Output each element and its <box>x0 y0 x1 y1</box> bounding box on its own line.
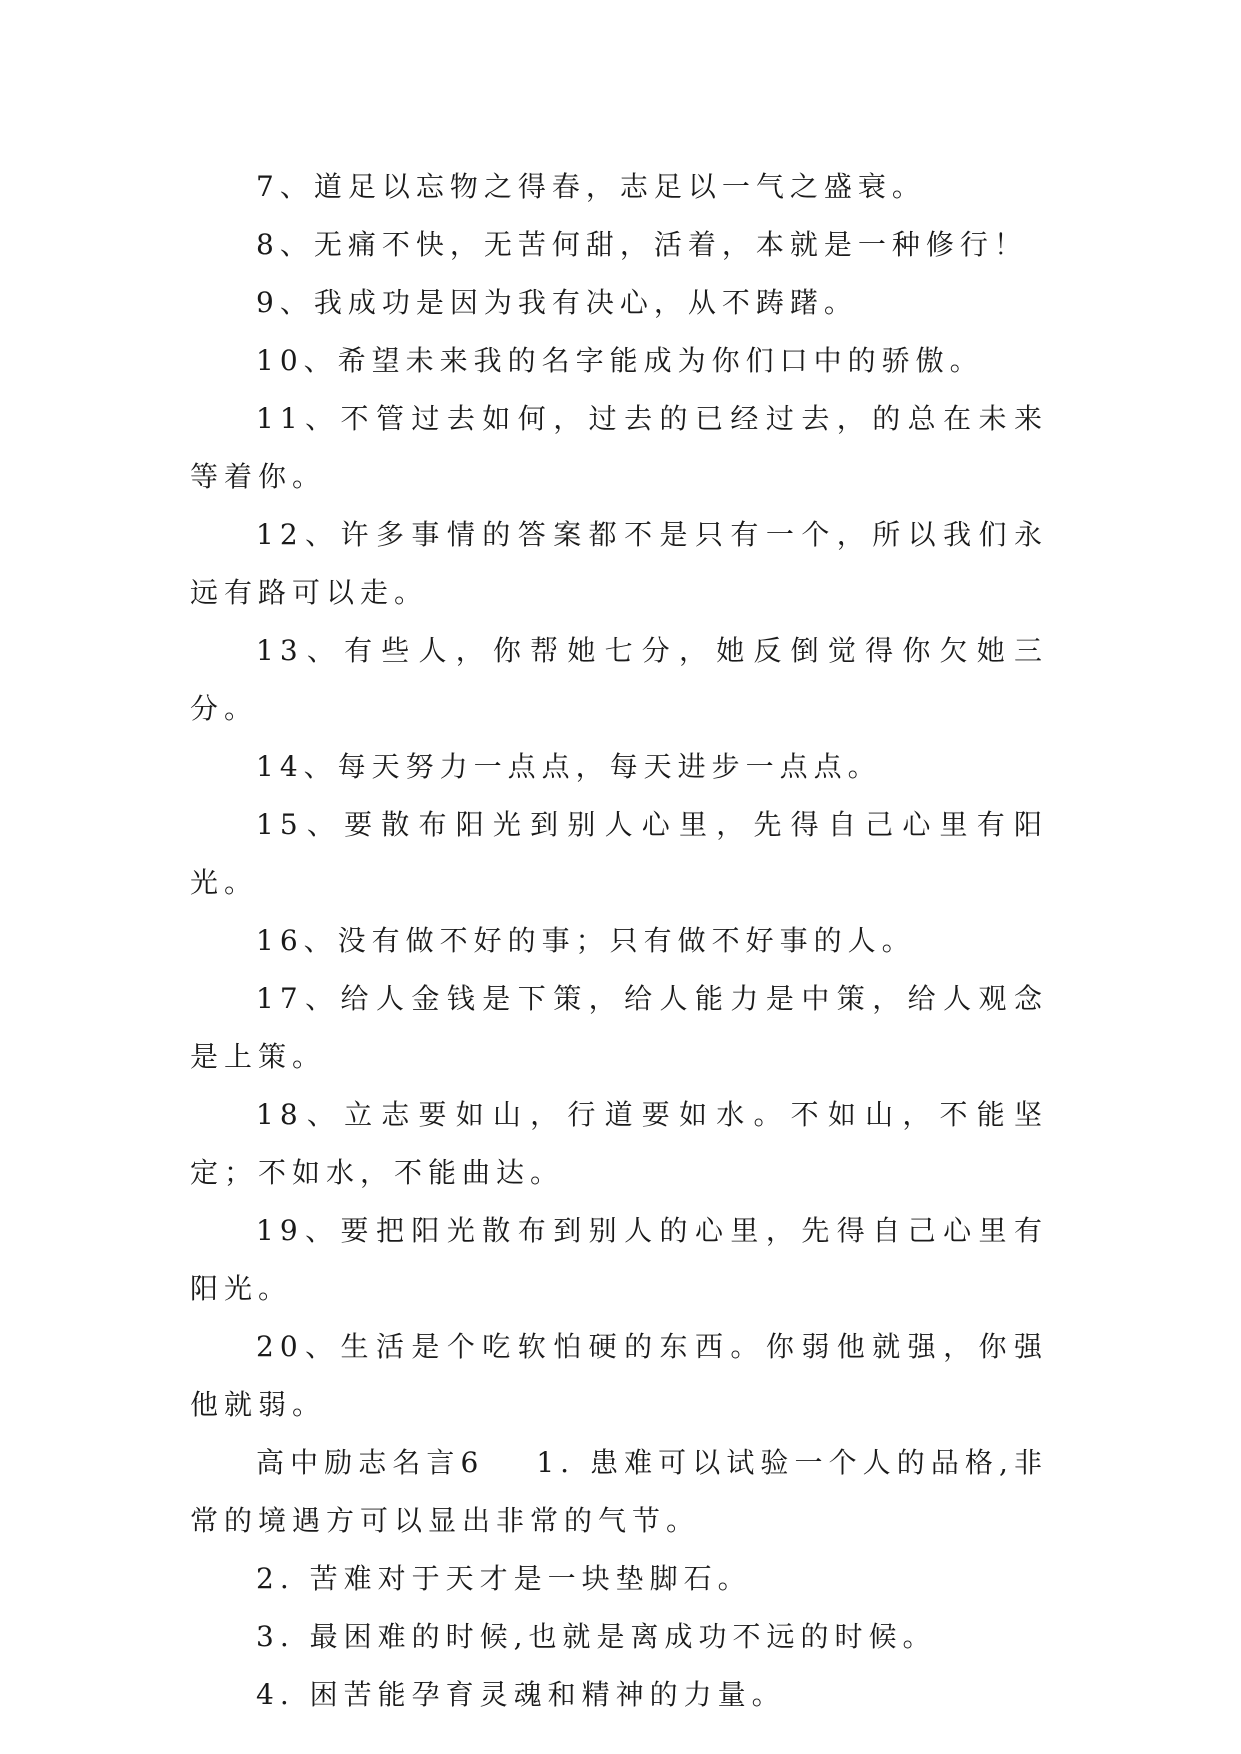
quote-paragraph: 10、希望未来我的名字能成为你们口中的骄傲。 <box>256 344 984 377</box>
quote-paragraph: 19、要把阳光散布到别人的心里，先得自己心里有阳光。 <box>190 1214 1048 1305</box>
quote-paragraph: 15、要散布阳光到别人心里，先得自己心里有阳光。 <box>190 808 1048 899</box>
quote-paragraph: 17、给人金钱是下策，给人能力是中策，给人观念是上策。 <box>190 982 1048 1073</box>
quote-paragraph: 9、我成功是因为我有决心，从不踌躇。 <box>256 286 858 319</box>
quote-paragraph: 13、有些人，你帮她七分，她反倒觉得你欠她三分。 <box>190 634 1048 725</box>
document-body <box>190 158 1048 1724</box>
section-paragraph <box>190 1434 1048 1550</box>
section-first-item: 1. 患难可以试验一个人的品格,非常的境遇方可以显出非常的气节。 <box>190 1446 1048 1537</box>
quote-paragraph: 12、许多事情的答案都不是只有一个，所以我们永远有路可以走。 <box>190 518 1048 609</box>
quote-paragraph: 11、不管过去如何，过去的已经过去，的总在未来等着你。 <box>190 402 1048 493</box>
quote-paragraph: 18、立志要如山，行道要如水。不如山，不能坚定；不如水，不能曲达。 <box>190 1098 1048 1189</box>
section-heading: 高中励志名言6 <box>256 1446 485 1479</box>
quote-paragraph: 7、道足以忘物之得春，志足以一气之盛衰。 <box>256 170 926 203</box>
list-item: 4. 困苦能孕育灵魂和精神的力量。 <box>256 1678 786 1711</box>
quote-paragraph: 14、每天努力一点点，每天进步一点点。 <box>256 750 882 783</box>
list-item: 3. 最困难的时候,也就是离成功不远的时候。 <box>256 1620 937 1653</box>
quote-paragraph: 20、生活是个吃软怕硬的东西。你弱他就强，你强他就弱。 <box>190 1330 1048 1421</box>
quote-paragraph: 16、没有做不好的事；只有做不好事的人。 <box>256 924 916 957</box>
list-item: 2. 苦难对于天才是一块垫脚石。 <box>256 1562 752 1595</box>
quote-paragraph: 8、无痛不快，无苦何甜，活着，本就是一种修行！ <box>256 228 1028 261</box>
